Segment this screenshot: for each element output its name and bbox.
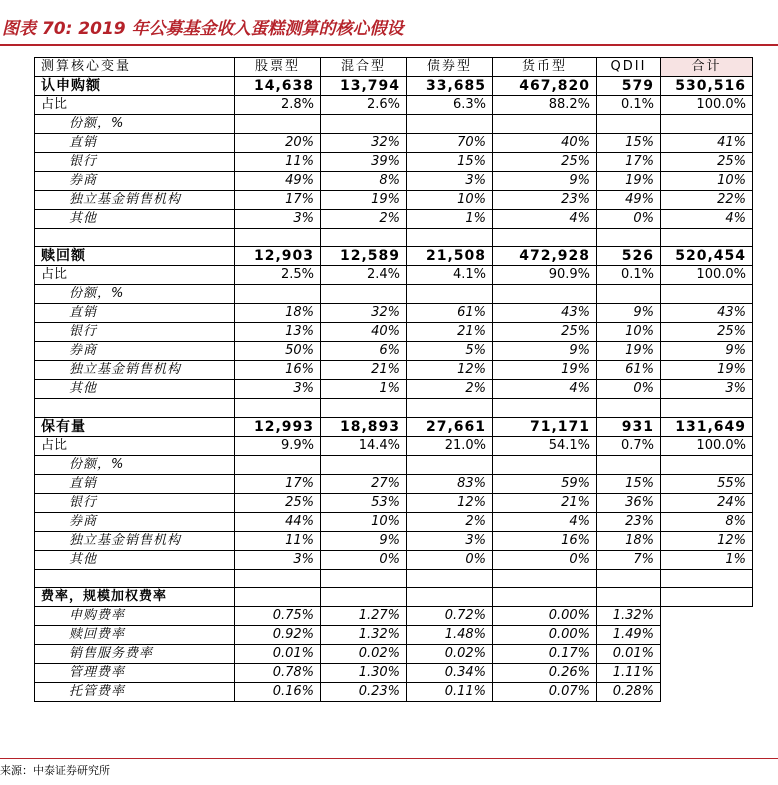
table-cell: 19%: [321, 191, 407, 210]
table-cell: [407, 569, 493, 587]
table-cell: 0.00%: [493, 625, 597, 644]
table-cell: 40%: [493, 134, 597, 153]
table-cell: 12%: [661, 531, 753, 550]
table-cell: 0.34%: [407, 663, 493, 682]
table-cell: 17%: [235, 191, 321, 210]
row-label: 银行: [35, 323, 235, 342]
table-cell: 9.9%: [235, 436, 321, 455]
table-cell: [661, 569, 753, 587]
table-cell: [597, 115, 661, 134]
row-label: 银行: [35, 493, 235, 512]
table-cell: 2.8%: [235, 96, 321, 115]
table-cell: 18%: [597, 531, 661, 550]
table-cell: 21%: [407, 323, 493, 342]
table-cell: 8%: [321, 172, 407, 191]
table-row: [35, 399, 753, 417]
table-cell: 1.32%: [321, 625, 407, 644]
table-row: [35, 115, 753, 134]
table-cell: 3%: [235, 210, 321, 229]
table-cell: [407, 587, 493, 606]
table-cell: 10%: [597, 323, 661, 342]
table-cell: 0.01%: [235, 644, 321, 663]
row-label: 券商: [35, 342, 235, 361]
table-cell: [235, 399, 321, 417]
table-cell: 10%: [661, 172, 753, 191]
table-cell: 19%: [597, 172, 661, 191]
table-cell: 53%: [321, 493, 407, 512]
table-cell: 14,638: [235, 77, 321, 96]
table-cell: 0.26%: [493, 663, 597, 682]
table-cell: 50%: [235, 342, 321, 361]
table-row: [35, 625, 753, 644]
column-header: 混合型: [321, 58, 407, 77]
table-cell: 100.0%: [661, 96, 753, 115]
table-cell: 55%: [661, 474, 753, 493]
table-cell: 0.07%: [493, 682, 597, 701]
table-row: [35, 266, 753, 285]
table-cell: 2%: [321, 210, 407, 229]
table-cell: 20%: [235, 134, 321, 153]
row-label: 申购费率: [35, 606, 235, 625]
row-label: 银行: [35, 153, 235, 172]
table-cell: 21,508: [407, 247, 493, 266]
table-cell: 0%: [597, 210, 661, 229]
table-cell: 0.1%: [597, 96, 661, 115]
table-cell: [235, 455, 321, 474]
table-cell: [493, 399, 597, 417]
figure-title-bar: [0, 4, 778, 44]
table-cell: 12,589: [321, 247, 407, 266]
table-cell: [407, 455, 493, 474]
table-cell: [235, 569, 321, 587]
table-cell: 3%: [407, 172, 493, 191]
table-cell: [661, 625, 753, 644]
row-label: 直销: [35, 304, 235, 323]
table-cell: 2%: [407, 512, 493, 531]
table-cell: 43%: [493, 304, 597, 323]
table-cell: 0.17%: [493, 644, 597, 663]
table-cell: 0.92%: [235, 625, 321, 644]
table-cell: [597, 569, 661, 587]
table-cell: 1%: [321, 380, 407, 399]
table-cell: [235, 115, 321, 134]
table-header-row: [35, 58, 753, 77]
assumptions-table: [34, 57, 753, 702]
table-cell: 12,993: [235, 417, 321, 436]
row-label: 赎回费率: [35, 625, 235, 644]
table-row: [35, 380, 753, 399]
table-cell: [321, 115, 407, 134]
table-cell: 25%: [493, 153, 597, 172]
table-cell: 18,893: [321, 417, 407, 436]
table-cell: [661, 682, 753, 701]
table-cell: 0%: [493, 550, 597, 569]
table-cell: 8%: [661, 512, 753, 531]
table-cell: 44%: [235, 512, 321, 531]
table-cell: [661, 663, 753, 682]
table-cell: 18%: [235, 304, 321, 323]
table-cell: [321, 587, 407, 606]
table-cell: [407, 399, 493, 417]
table-cell: [493, 587, 597, 606]
table-row: [35, 569, 753, 587]
table-cell: 4.1%: [407, 266, 493, 285]
table-cell: 19%: [493, 361, 597, 380]
table-cell: 11%: [235, 153, 321, 172]
table-cell: [321, 399, 407, 417]
table-cell: 15%: [597, 134, 661, 153]
table-cell: 467,820: [493, 77, 597, 96]
table-cell: 88.2%: [493, 96, 597, 115]
table-cell: 21%: [493, 493, 597, 512]
table-cell: [493, 229, 597, 247]
table-cell: 10%: [407, 191, 493, 210]
table-cell: [661, 399, 753, 417]
column-header: 货币型: [493, 58, 597, 77]
table-row: [35, 493, 753, 512]
table-cell: 41%: [661, 134, 753, 153]
table-cell: 9%: [321, 531, 407, 550]
table-cell: 70%: [407, 134, 493, 153]
table-row: [35, 191, 753, 210]
table-cell: [661, 285, 753, 304]
table-cell: 25%: [661, 323, 753, 342]
table-cell: 526: [597, 247, 661, 266]
table-cell: 12%: [407, 493, 493, 512]
row-label: 管理费率: [35, 663, 235, 682]
table-cell: 0.01%: [597, 644, 661, 663]
table-row: [35, 361, 753, 380]
table-row: [35, 323, 753, 342]
table-cell: 3%: [235, 550, 321, 569]
table-cell: 4%: [493, 380, 597, 399]
table-cell: 14.4%: [321, 436, 407, 455]
table-cell: 2.6%: [321, 96, 407, 115]
table-cell: 61%: [407, 304, 493, 323]
table-row: [35, 210, 753, 229]
table-cell: 520,454: [661, 247, 753, 266]
table-row: [35, 550, 753, 569]
table-cell: 0.11%: [407, 682, 493, 701]
table-cell: [493, 285, 597, 304]
table-row: [35, 304, 753, 323]
table-cell: 49%: [235, 172, 321, 191]
table-cell: 3%: [235, 380, 321, 399]
row-label: 直销: [35, 134, 235, 153]
table-cell: 4%: [493, 210, 597, 229]
table-cell: 15%: [597, 474, 661, 493]
table-cell: 25%: [493, 323, 597, 342]
table-cell: 1.11%: [597, 663, 661, 682]
table-cell: 1.48%: [407, 625, 493, 644]
row-label: 占比: [35, 436, 235, 455]
table-cell: 9%: [493, 172, 597, 191]
table-cell: 25%: [235, 493, 321, 512]
table-cell: 9%: [661, 342, 753, 361]
table-cell: [235, 285, 321, 304]
table-cell: 0.00%: [493, 606, 597, 625]
row-label: 销售服务费率: [35, 644, 235, 663]
table-cell: 4%: [661, 210, 753, 229]
row-label: 份额，%: [35, 115, 235, 134]
row-label: 其他: [35, 380, 235, 399]
table-cell: 40%: [321, 323, 407, 342]
table-cell: 13%: [235, 323, 321, 342]
table-row: [35, 474, 753, 493]
table-cell: 17%: [235, 474, 321, 493]
row-label: 其他: [35, 550, 235, 569]
table-cell: [321, 229, 407, 247]
table-row: [35, 77, 753, 96]
row-label: 独立基金销售机构: [35, 191, 235, 210]
table-cell: 5%: [407, 342, 493, 361]
table-cell: 59%: [493, 474, 597, 493]
table-cell: [321, 569, 407, 587]
table-cell: 54.1%: [493, 436, 597, 455]
table-cell: 0%: [597, 380, 661, 399]
table-cell: [597, 455, 661, 474]
table-cell: 21%: [321, 361, 407, 380]
table-cell: 7%: [597, 550, 661, 569]
table-cell: 0.7%: [597, 436, 661, 455]
row-label: 券商: [35, 172, 235, 191]
table-cell: 1.30%: [321, 663, 407, 682]
row-label: 保有量: [35, 417, 235, 436]
table-cell: 17%: [597, 153, 661, 172]
table-row: [35, 644, 753, 663]
table-row: [35, 531, 753, 550]
table-cell: [493, 115, 597, 134]
table-cell: 0.02%: [407, 644, 493, 663]
table-cell: 2%: [407, 380, 493, 399]
table-cell: [597, 587, 661, 606]
column-header: 债券型: [407, 58, 493, 77]
table-cell: 6.3%: [407, 96, 493, 115]
table-cell: 27%: [321, 474, 407, 493]
table-cell: 1.32%: [597, 606, 661, 625]
table-cell: 36%: [597, 493, 661, 512]
row-label: 占比: [35, 266, 235, 285]
table-cell: [407, 285, 493, 304]
table-cell: [661, 606, 753, 625]
column-header: QDII: [597, 58, 661, 77]
table-cell: 1%: [661, 550, 753, 569]
table-cell: 2.4%: [321, 266, 407, 285]
row-label: 认申购额: [35, 77, 235, 96]
table-cell: [661, 115, 753, 134]
table-cell: 32%: [321, 134, 407, 153]
table-cell: 100.0%: [661, 436, 753, 455]
table-cell: 1%: [407, 210, 493, 229]
table-cell: 21.0%: [407, 436, 493, 455]
table-cell: 472,928: [493, 247, 597, 266]
table-cell: 12,903: [235, 247, 321, 266]
table-cell: 12%: [407, 361, 493, 380]
table-cell: 23%: [493, 191, 597, 210]
table-row: [35, 663, 753, 682]
table-row: [35, 342, 753, 361]
table-cell: [493, 455, 597, 474]
table-cell: [661, 644, 753, 663]
row-label: 赎回额: [35, 247, 235, 266]
table-cell: 39%: [321, 153, 407, 172]
row-label: 独立基金销售机构: [35, 361, 235, 380]
row-label: 券商: [35, 512, 235, 531]
table-cell: 27,661: [407, 417, 493, 436]
row-label: 费率，规模加权费率: [35, 587, 235, 606]
table-row: [35, 134, 753, 153]
table-cell: 11%: [235, 531, 321, 550]
column-header: 合计: [661, 58, 753, 77]
figure-title: 图表 70: 2019 年公募基金收入蛋糕测算的核心假设: [2, 19, 404, 39]
table-cell: 6%: [321, 342, 407, 361]
row-label: 托管费率: [35, 682, 235, 701]
table-cell: 16%: [235, 361, 321, 380]
table-cell: 2.5%: [235, 266, 321, 285]
table-row: [35, 682, 753, 701]
table-cell: 0.75%: [235, 606, 321, 625]
table-row: [35, 229, 753, 247]
table-cell: 931: [597, 417, 661, 436]
table-cell: 90.9%: [493, 266, 597, 285]
table-cell: 1.27%: [321, 606, 407, 625]
row-label: 份额，%: [35, 455, 235, 474]
table-cell: 24%: [661, 493, 753, 512]
table-cell: [661, 587, 753, 606]
table-cell: 23%: [597, 512, 661, 531]
table-cell: 0.1%: [597, 266, 661, 285]
table-cell: 32%: [321, 304, 407, 323]
table-cell: [493, 569, 597, 587]
table-cell: 530,516: [661, 77, 753, 96]
table-cell: 15%: [407, 153, 493, 172]
table-cell: [321, 455, 407, 474]
table-row: [35, 172, 753, 191]
column-header: 测算核心变量: [35, 58, 235, 77]
row-label: [35, 229, 235, 247]
table-cell: 61%: [597, 361, 661, 380]
table-cell: 4%: [493, 512, 597, 531]
table-cell: [661, 229, 753, 247]
table-cell: 0.02%: [321, 644, 407, 663]
table-cell: 19%: [661, 361, 753, 380]
row-label: 其他: [35, 210, 235, 229]
table-cell: 13,794: [321, 77, 407, 96]
table-cell: 19%: [597, 342, 661, 361]
table-cell: 0%: [407, 550, 493, 569]
table-cell: 3%: [407, 531, 493, 550]
table-cell: 579: [597, 77, 661, 96]
table-row: [35, 512, 753, 531]
table-cell: [235, 587, 321, 606]
table-cell: 0.23%: [321, 682, 407, 701]
table-row: [35, 417, 753, 436]
table-cell: 33,685: [407, 77, 493, 96]
table-cell: [407, 115, 493, 134]
table-cell: 71,171: [493, 417, 597, 436]
table-row: [35, 587, 753, 606]
row-label: [35, 569, 235, 587]
table-row: [35, 153, 753, 172]
table-cell: 9%: [597, 304, 661, 323]
table-cell: 25%: [661, 153, 753, 172]
table-cell: [597, 285, 661, 304]
table-row: [35, 96, 753, 115]
footer-divider: [0, 758, 778, 759]
table-cell: 22%: [661, 191, 753, 210]
table-cell: 0.72%: [407, 606, 493, 625]
table-cell: 49%: [597, 191, 661, 210]
table-cell: 0%: [321, 550, 407, 569]
table-row: [35, 436, 753, 455]
source-note: 来源：中泰证券研究所: [0, 764, 110, 777]
table-cell: 3%: [661, 380, 753, 399]
row-label: 份额，%: [35, 285, 235, 304]
table-cell: [321, 285, 407, 304]
table-cell: 131,649: [661, 417, 753, 436]
table-cell: [235, 229, 321, 247]
table-cell: 1.49%: [597, 625, 661, 644]
table-cell: 0.16%: [235, 682, 321, 701]
table-row: [35, 606, 753, 625]
table-cell: 0.28%: [597, 682, 661, 701]
table-cell: 16%: [493, 531, 597, 550]
table-cell: [407, 229, 493, 247]
table-row: [35, 247, 753, 266]
table-cell: [597, 399, 661, 417]
table-row: [35, 455, 753, 474]
row-label: 占比: [35, 96, 235, 115]
table-cell: [597, 229, 661, 247]
table-cell: 83%: [407, 474, 493, 493]
row-label: [35, 399, 235, 417]
table-cell: 9%: [493, 342, 597, 361]
row-label: 直销: [35, 474, 235, 493]
table-cell: 10%: [321, 512, 407, 531]
table-cell: 0.78%: [235, 663, 321, 682]
table-cell: 100.0%: [661, 266, 753, 285]
table-cell: 43%: [661, 304, 753, 323]
row-label: 独立基金销售机构: [35, 531, 235, 550]
table-row: [35, 285, 753, 304]
title-divider: [0, 44, 778, 46]
column-header: 股票型: [235, 58, 321, 77]
table-cell: [661, 455, 753, 474]
